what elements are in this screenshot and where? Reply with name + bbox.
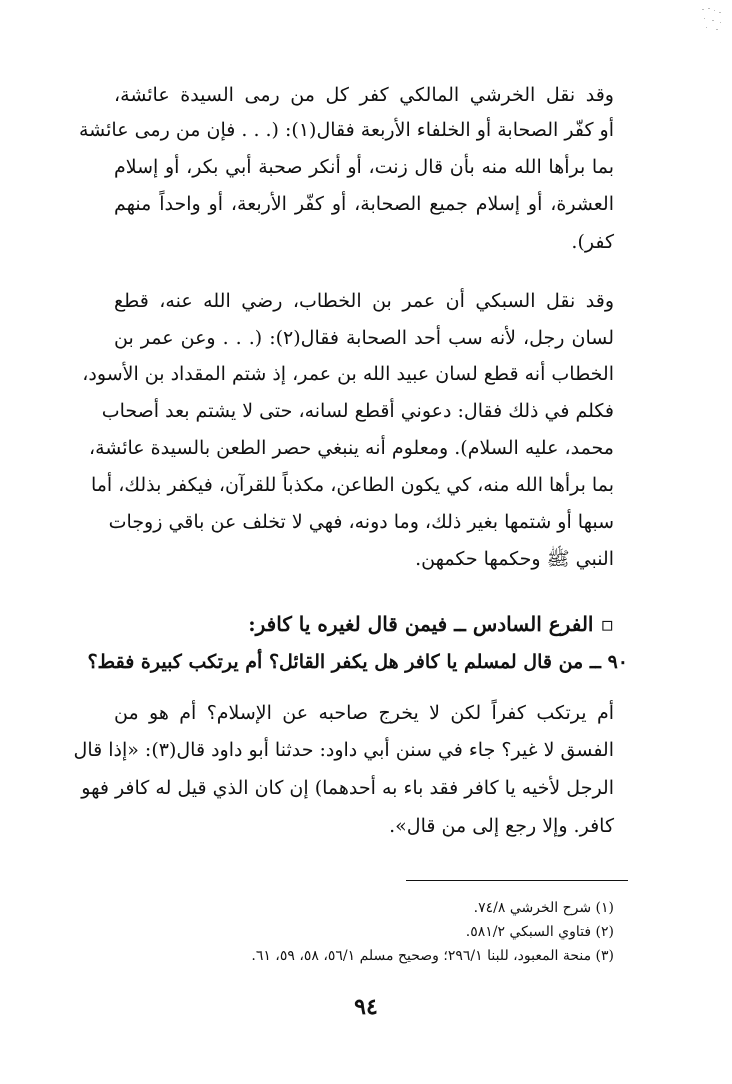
text-line: بما برأها الله منه بأن قال زنت، أو أنكر صحبة أبي بكر، أو إسلام: [114, 156, 614, 178]
text-line: محمد، عليه السلام). ومعلوم أنه ينبغي حصر الطعن بالسيدة عائشة،: [88, 437, 614, 459]
text-line: الرجل لأخيه يا كافر فقد باء به أحدهما) إن كان الذي قيل له كافر فهو: [81, 777, 614, 799]
text-line: النبي ﷺ وحكمها حكمهن.: [415, 548, 614, 570]
text-line: الخطاب أنه قطع لسان عبيد الله بن عمر، إذ شتم المقداد بن الأسود،: [82, 363, 614, 385]
footnote: (٢) فتاوي السبكي ٥٨١/٢.: [465, 924, 614, 940]
text-line: كفر).: [571, 231, 614, 253]
text-line: أم يرتكب كفراً لكن لا يخرج صاحبه عن الإسلام؟ أم هو من: [114, 702, 614, 724]
text-line: أو كفّر الصحابة أو الخلفاء الأربعة فقال(١): (. . . فإن من رمى عائشة: [79, 119, 614, 141]
text-line: العشرة، أو إسلام جميع الصحابة، أو كفّر الأربعة، أو واحداً منهم: [114, 193, 614, 215]
text-line: وقد نقل السبكي أن عمر بن الخطاب، رضي الله عنه، قطع: [114, 290, 614, 312]
text-line: سبها أو شتمها بغير ذلك، وما دونه، فهي لا تخلف عن باقي زوجات: [108, 511, 614, 533]
text-line: الفسق لا غير؟ جاء في سنن أبي داود: حدثنا أبو داود قال(٣): «إذا قال: [73, 739, 614, 761]
text-line: بما برأها الله منه، كي يكون الطاعن، مكذباً للقرآن، فيكفر بذلك، أما: [90, 474, 614, 496]
section-heading: [114, 612, 614, 636]
text-line: وقد نقل الخرشي المالكي كفر كل من رمى السيدة عائشة،: [114, 84, 614, 106]
section-heading-text: الفرع السادس ــ فيمن قال لغيره يا كافر:: [248, 612, 594, 636]
corner-marks: [700, 6, 726, 34]
page-number: ٩٤: [354, 994, 378, 1020]
text-line: كافر. وإلا رجع إلى من قال».: [389, 815, 614, 837]
footnote-divider: [406, 880, 628, 881]
square-bullet-icon: ▫: [600, 612, 614, 636]
footnote: (٣) منحة المعبود، للبنا ٢٩٦/١؛ وصحيح مسلم ٥٦/١، ٥٨، ٥٩، ٦١.: [251, 948, 614, 964]
question-heading: ٩٠ ــ من قال لمسلم يا كافر هل يكفر القائل؟ أم يرتكب كبيرة فقط؟: [87, 651, 628, 673]
text-line: فكلم في ذلك فقال: دعوني أقطع لسانه، حتى لا يشتم بعد أصحاب: [101, 400, 614, 422]
text-line: لسان رجل، لأنه سب أحد الصحابة فقال(٢): (. . . وعن عمر بن: [114, 327, 614, 349]
footnote: (١) شرح الخرشي ٧٤/٨.: [473, 900, 614, 916]
